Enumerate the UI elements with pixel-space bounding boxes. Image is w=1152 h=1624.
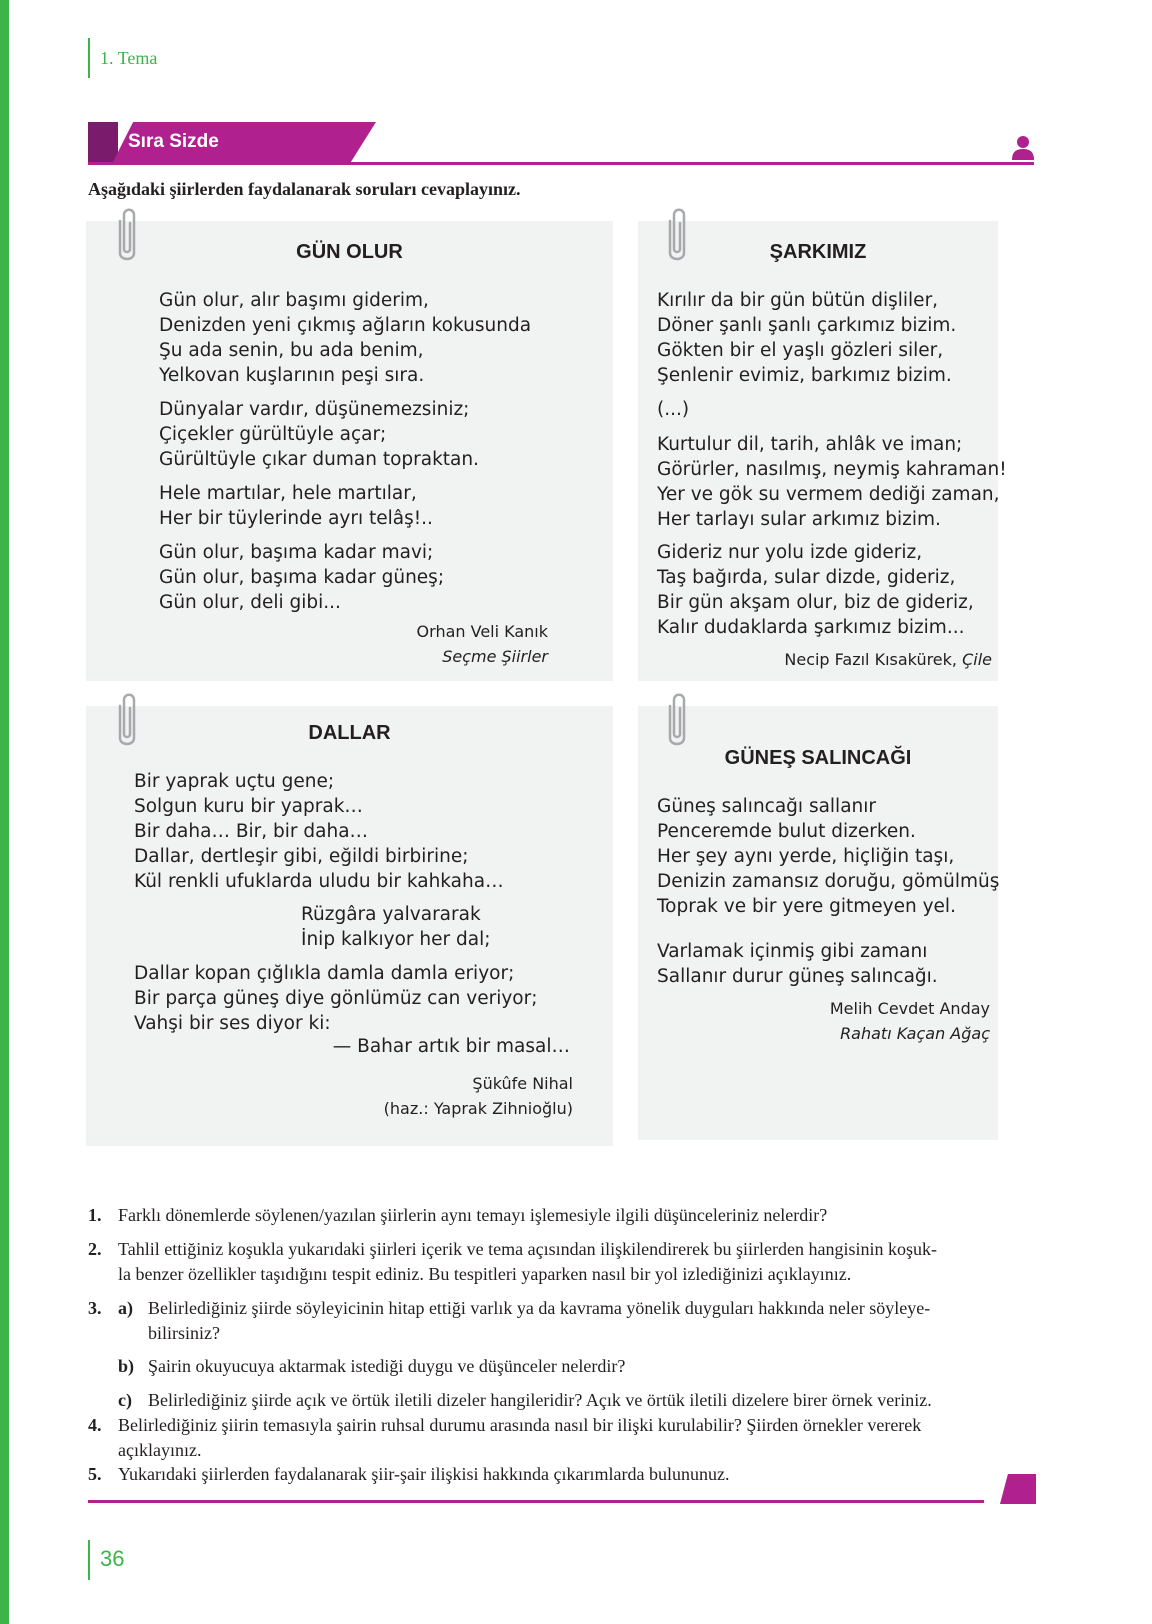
question-number: 3. — [88, 1298, 102, 1318]
poem-line: Toprak ve bir yere gitmeyen yel. — [657, 896, 956, 917]
poem-source — [830, 996, 990, 1046]
poem-line: Döner şanlı şanlı çarkımız bizim. — [657, 315, 957, 336]
poem-book: Seçme Şiirler — [442, 647, 548, 666]
poem-author: Necip Fazıl Kısakürek, — [784, 650, 957, 669]
poem-book: Çile — [962, 650, 992, 669]
poem-box-gunes-salincagi — [638, 706, 998, 1140]
poem-stanza — [134, 769, 504, 894]
poem-stanza — [657, 939, 938, 989]
poem-line: Bir parça güneş diye gönlümüz can veriyor; — [134, 988, 538, 1009]
bottom-rule — [88, 1500, 984, 1503]
question-text: la benzer özellikler taşıdığını tespit ediniz. Bu tespitleri yaparken nasıl bir yol izlediğinizi açıklayınız. — [118, 1264, 852, 1284]
poem-line: Varlamak içinmiş gibi zamanı — [657, 941, 928, 962]
poem-line: Yelkovan kuşlarının peşi sıra. — [159, 365, 425, 386]
poem-author: Melih Cevdet Anday — [829, 999, 990, 1018]
poem-title: ŞARKIMIZ — [769, 241, 867, 263]
poem-line: Gürültüyle çıkar duman topraktan. — [159, 449, 479, 470]
question-text: Yukarıdaki şiirlerden faydalanarak şiir-şair ilişkisi hakkında çıkarımlarda bulununuz. — [118, 1464, 730, 1484]
section-title: Sıra Sizde — [128, 131, 219, 152]
poem-line: Şu ada senin, bu ada benim, — [159, 340, 424, 361]
question-text: bilirsiniz? — [148, 1323, 220, 1343]
poem-stanza — [301, 902, 490, 952]
poem-title: GÜNEŞ SALINCAĞI — [724, 747, 912, 769]
poem-stanza — [159, 288, 531, 388]
question-number: 5. — [88, 1464, 102, 1484]
question-text: Belirlediğiniz şiirin temasıyla şairin ruhsal durumu arasında nasıl bir ilişki kurulabilir? Şiirden örnekler vererek — [118, 1415, 922, 1435]
question-text: Belirlediğiniz şiirde söyleyicinin hitap ettiği varlık ya da kavrama yönelik duyguları hakkında neler söyleye- — [148, 1298, 931, 1318]
poem-book: Rahatı Kaçan Ağaç — [840, 1024, 990, 1043]
poem-line: Taş bağırda, sular dizde, gideriz, — [657, 567, 956, 588]
poem-stanza — [657, 397, 689, 422]
poem-line: Denizden yeni çıkmış ağların kokusunda — [159, 315, 532, 336]
poem-line: (...) — [657, 399, 690, 420]
poem-line: Yer ve gök su vermem dediği zaman, — [657, 484, 1000, 505]
poem-line: Kurtulur dil, tarih, ahlâk ve iman; — [657, 434, 963, 455]
poem-line: Hele martılar, hele martılar, — [159, 483, 417, 504]
poem-stanza — [134, 961, 537, 1036]
poem-line: Denizin zamansız doruğu, gömülmüş — [657, 871, 1000, 892]
poem-line: Kalır dudaklarda şarkımız bizim... — [657, 617, 965, 638]
poem-title: GÜN OLUR — [296, 241, 403, 263]
poem-author: Orhan Veli Kanık — [416, 622, 548, 641]
page-number: 36 — [100, 1546, 125, 1571]
green-edge-strip — [0, 0, 9, 1624]
poem-stanza — [657, 288, 956, 388]
poem-stanza — [657, 794, 999, 919]
question-text: Farklı dönemlerde söylenen/yazılan şiirlerin aynı temayı işlemesiyle ilgili düşünceleriniz nelerdir? — [118, 1205, 828, 1225]
poem-stanza — [159, 540, 444, 615]
question-text: açıklayınız. — [118, 1440, 202, 1460]
instruction: Aşağıdaki şiirlerden faydalanarak soruları cevaplayınız. — [88, 179, 521, 199]
question-text: Belirlediğiniz şiirde açık ve örtük iletili dizeler hangileridir? Açık ve örtük iletili dizelere birer örnek veriniz. — [148, 1390, 932, 1410]
poem-box-sarkimiz — [638, 221, 1007, 681]
poem-box-dallar — [86, 706, 613, 1146]
poem-line: Her şey aynı yerde, hiçliğin taşı, — [657, 846, 955, 867]
poem-stanza — [159, 397, 479, 472]
question-text: Tahlil ettiğiniz koşukla yukarıdaki şiirleri içerik ve tema açısından ilişkilendirerek bu şiirlerden hangisinin koşuk- — [118, 1239, 938, 1259]
theme-bar — [88, 38, 90, 78]
section-header-accent — [88, 122, 118, 164]
poem-line: Gideriz nur yolu izde gideriz, — [657, 542, 923, 563]
poem-stanza — [657, 432, 1007, 532]
poem-line: Gökten bir el yaşlı gözleri siler, — [657, 340, 944, 361]
poem-line: Bir gün akşam olur, biz de gideriz, — [657, 592, 974, 613]
paperclip-icon — [658, 692, 694, 750]
poem-line: Görürler, nasılmış, neymiş kahraman! — [657, 459, 1007, 480]
poem-source — [784, 647, 992, 672]
poem-line: Gün olur, başıma kadar mavi; — [159, 542, 434, 563]
question-number: 4. — [88, 1415, 102, 1435]
poem-line: — Bahar artık bir masal… — [332, 1036, 570, 1057]
poem-author: Şükûfe Nihal — [472, 1074, 573, 1093]
poem-line: Kırılır da bir gün bütün dişliler, — [657, 290, 939, 311]
poem-source — [417, 619, 548, 669]
poem-line: Gün olur, alır başımı giderim, — [159, 290, 429, 311]
poem-line: Rüzgâra yalvararak — [301, 904, 481, 925]
poem-line: Dallar kopan çığlıkla damla damla eriyor; — [134, 963, 515, 984]
page-number-bar — [88, 1540, 90, 1580]
poem-line: Bir yaprak uçtu gene; — [134, 771, 335, 792]
poem-line: Güneş salıncağı sallanır — [657, 796, 877, 817]
poem-stanza — [333, 1034, 570, 1059]
poem-line: Vahşi bir ses diyor ki: — [134, 1013, 331, 1034]
poem-line: Sallanır durur güneş salıncağı. — [657, 966, 938, 987]
poem-line: Her tarlayı sular arkımız bizim. — [657, 509, 941, 530]
question-number: 2. — [88, 1239, 102, 1259]
question-sub-letter: c) — [118, 1390, 132, 1410]
question-sub-letter: a) — [118, 1298, 133, 1318]
poem-title: DALLAR — [308, 722, 391, 744]
poem-line: Dünyalar vardır, düşünemezsiniz; — [159, 399, 470, 420]
user-icon — [1010, 134, 1036, 160]
poem-stanza — [159, 481, 433, 531]
question-number: 1. — [88, 1205, 102, 1225]
poem-line: Penceremde bulut dizerken. — [657, 821, 916, 842]
question-sub-letter: b) — [118, 1356, 135, 1376]
header-rule — [88, 162, 1034, 165]
poem-line: Kül renkli ufuklarda uludu bir kahkaha… — [134, 871, 504, 892]
poem-line: Gün olur, deli gibi... — [159, 592, 341, 613]
question-text: Şairin okuyucuya aktarmak istediği duygu ve düşünceler nelerdir? — [148, 1356, 626, 1376]
poem-line: Çiçekler gürültüyle açar; — [159, 424, 387, 445]
poem-line: Dallar, dertleşir gibi, eğildi birbirine; — [134, 846, 469, 867]
poem-line: Her bir tüylerinde ayrı telâş!.. — [159, 508, 433, 529]
poem-box-gun-olur — [86, 221, 613, 681]
section-header — [88, 122, 288, 164]
theme-label: 1. Tema — [100, 48, 158, 68]
poem-line: İnip kalkıyor her dal; — [301, 929, 491, 950]
poem-line: Gün olur, başıma kadar güneş; — [159, 567, 445, 588]
poem-source — [384, 1071, 573, 1121]
poem-book: (haz.: Yaprak Zihnioğlu) — [383, 1099, 573, 1118]
poem-line: Bir daha… Bir, bir daha… — [134, 821, 369, 842]
poem-stanza — [657, 540, 974, 640]
poem-line: Şenlenir evimiz, barkımız bizim. — [657, 365, 952, 386]
poem-line: Solgun kuru bir yaprak… — [134, 796, 363, 817]
